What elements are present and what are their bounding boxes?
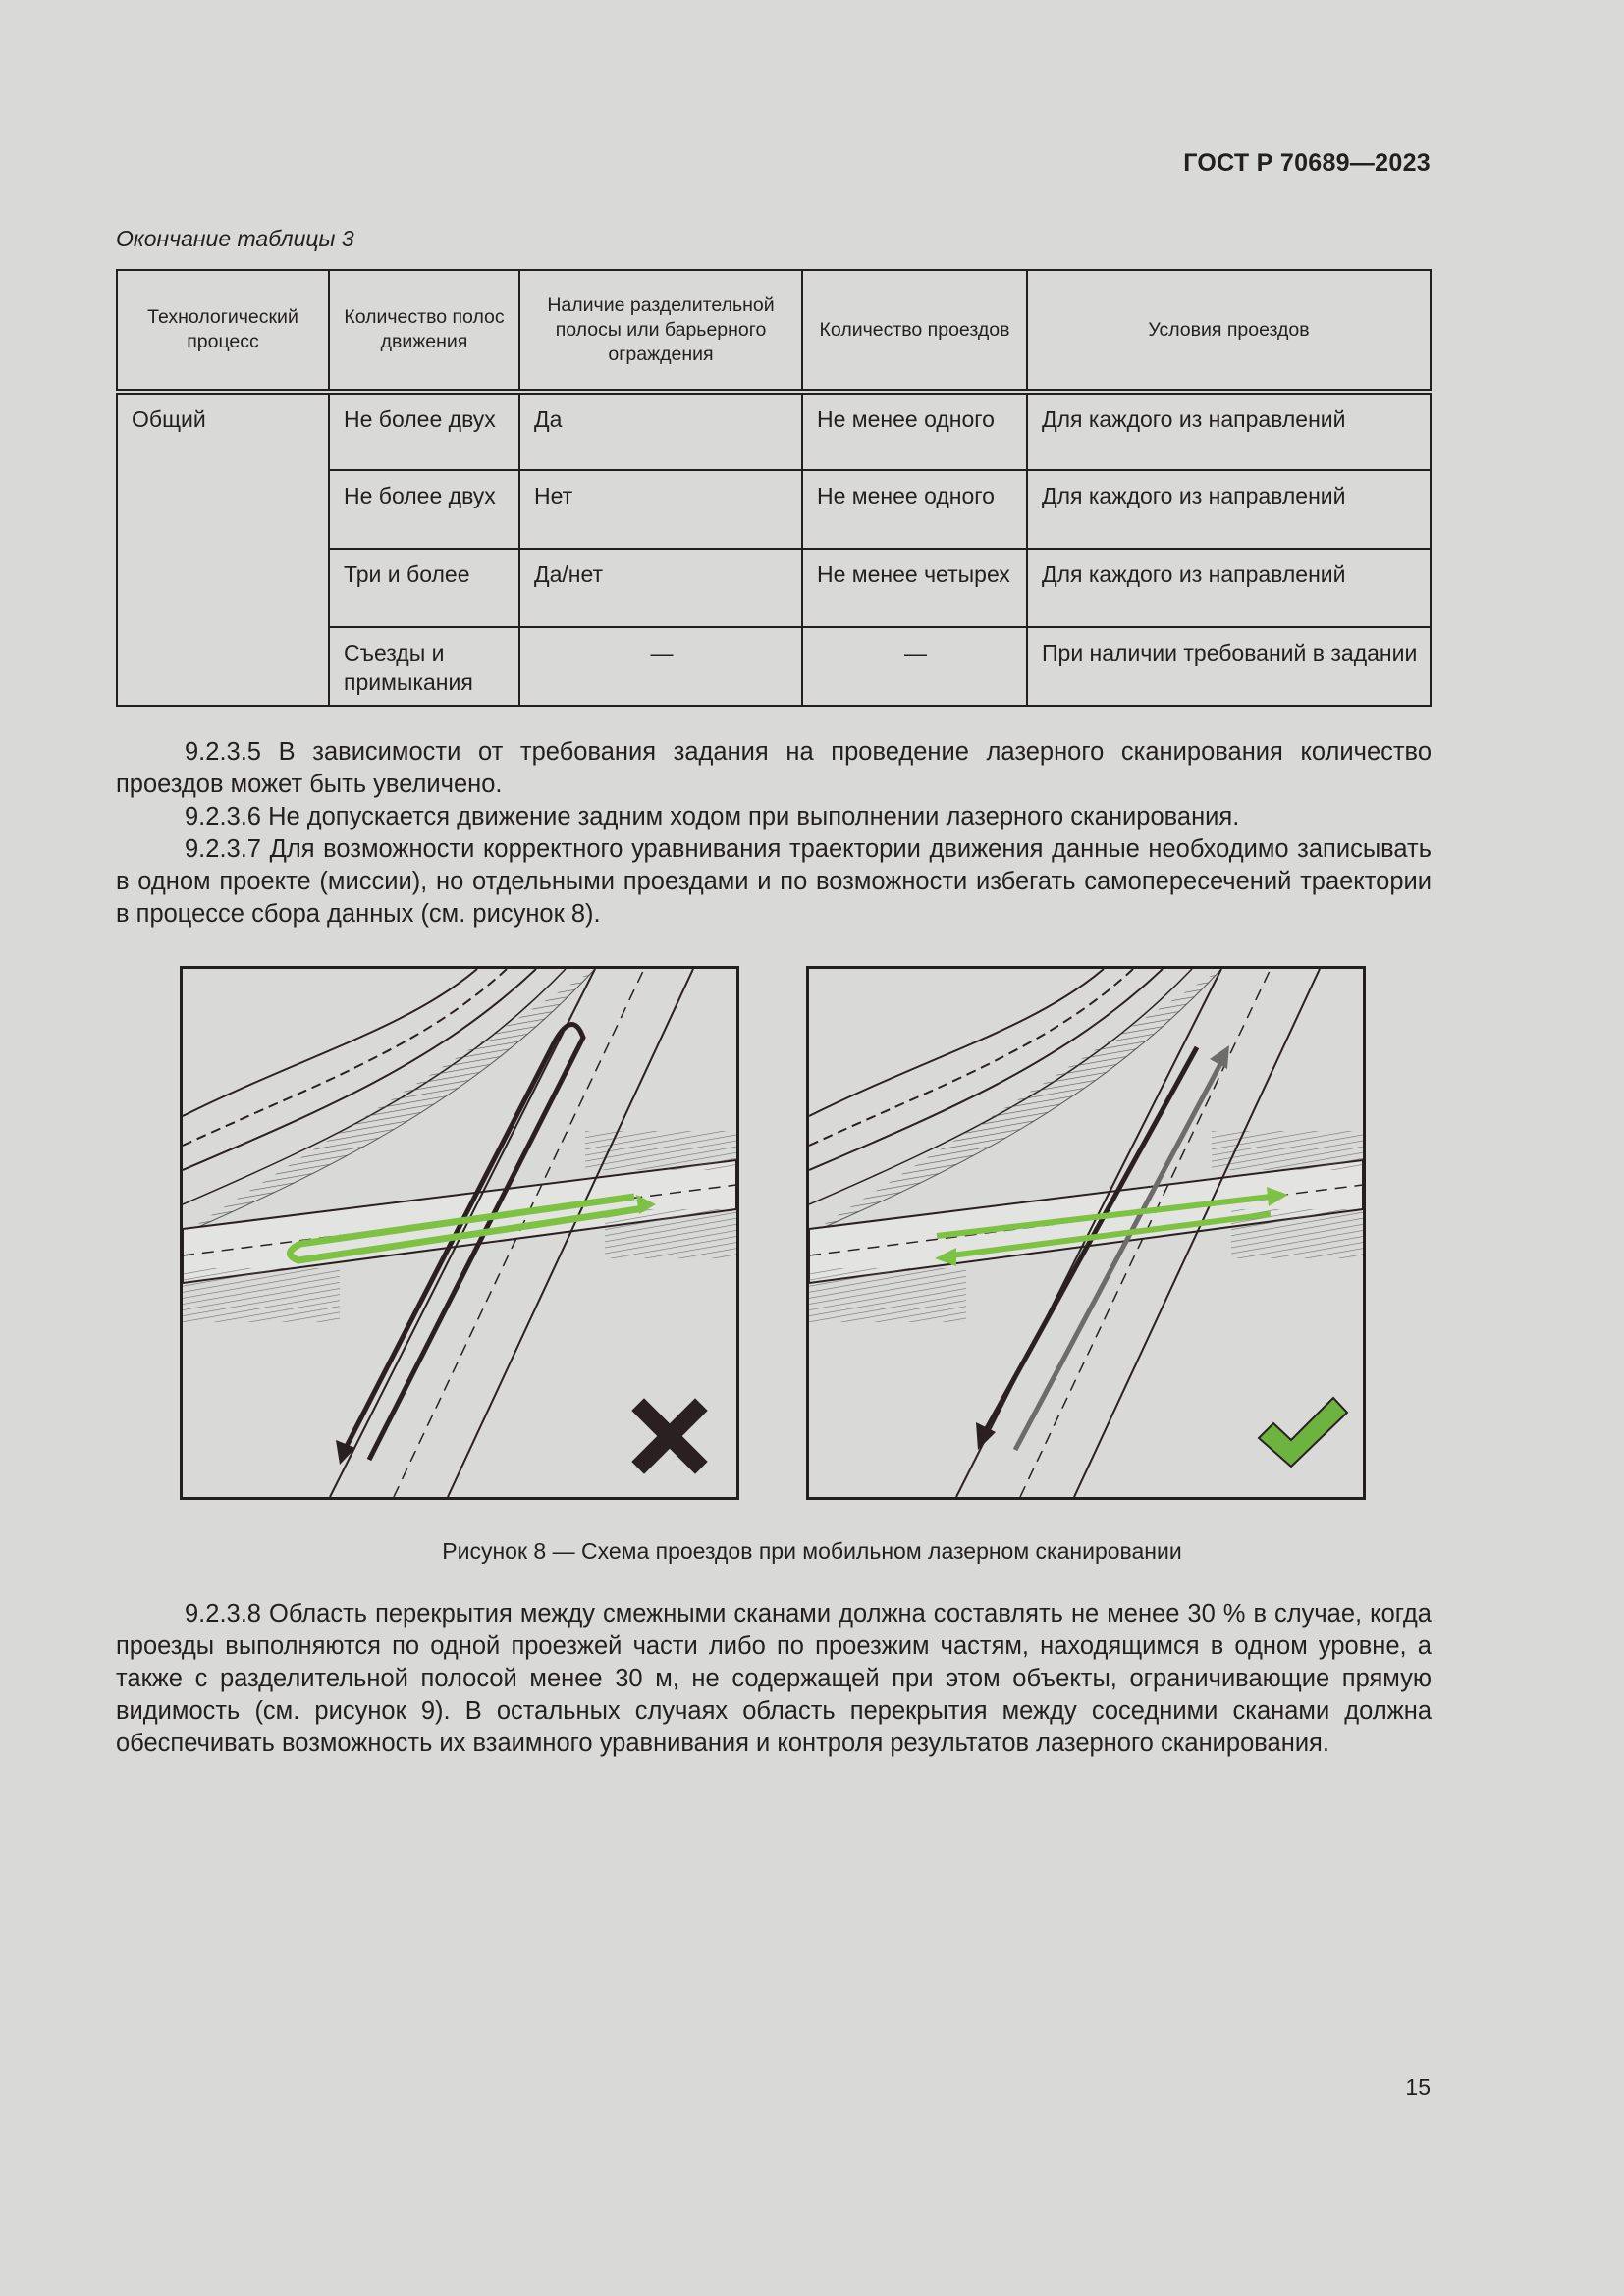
header-cell: Технологический процесс [117, 270, 329, 392]
table-header-row [117, 270, 1431, 392]
figure-incorrect-scheme [180, 966, 739, 1500]
table-caption: Окончание таблицы 3 [116, 226, 354, 251]
passes-cell: Не менее одного [802, 470, 1027, 549]
document-id: ГОСТ Р 70689—2023 [1183, 149, 1431, 177]
lanes-cell: Не более двух [329, 470, 519, 549]
conditions-cell: Для каждого из направлений [1027, 392, 1431, 470]
lanes-cell: Не более двух [329, 392, 519, 470]
conditions-cell: При наличии требований в задании [1027, 627, 1431, 706]
figure-correct-scheme [806, 966, 1366, 1500]
divider-cell: Да/нет [519, 549, 802, 627]
table-row [117, 392, 1431, 470]
passes-cell: Не менее четырех [802, 549, 1027, 627]
header-cell: Количество проездов [802, 270, 1027, 392]
road-diagram-right [809, 969, 1363, 1497]
paragraph-9238: 9.2.3.8 Область перекрытия между смежными сканами должна составлять не менее 30 % в случае, когда проезды выполняются по одной проезжей части либо по проезжим частям, находящимся в одном уровне, а также с разделительной полосой менее 30 м, не содержащей при этом объекты, ограничивающие прямую видимость (см. рисунок 9). В остальных случаях область перекрытия между соседними сканами должна обеспечивать возможность их взаимного уравнивания и контроля результатов лазерного сканирования. [116, 1600, 1432, 1757]
page-number: 15 [1405, 2074, 1431, 2100]
divider-cell: — [519, 627, 802, 706]
paragraph-9237: 9.2.3.7 Для возможности корректного уравнивания траектории движения данные необходимо записывать в одном проекте (миссии), но отдельными проездами и по возможности избегать самопересечений траектории в процессе сбора данных (см. рисунок 8). [116, 835, 1432, 928]
divider-cell: Да [519, 392, 802, 470]
conditions-cell: Для каждого из направлений [1027, 470, 1431, 549]
header-cell: Количество полос движения [329, 270, 519, 392]
lanes-cell: Три и более [329, 549, 519, 627]
figure-caption: Рисунок 8 — Схема проездов при мобильном лазерном сканировании [442, 1538, 1182, 1564]
header-cell: Условия проездов [1027, 270, 1431, 392]
passes-table [116, 269, 1432, 707]
header-cell: Наличие разделительной полосы или барьерного ограждения [519, 270, 802, 392]
road-diagram-left [183, 969, 736, 1497]
paragraph-9235: 9.2.3.5 В зависимости от требования задания на проведение лазерного сканирования количество проездов может быть увеличено. [116, 738, 1432, 798]
check-icon [1259, 1398, 1347, 1467]
paragraph-9236: 9.2.3.6 Не допускается движение задним ходом при выполнении лазерного сканирования. [185, 803, 1240, 830]
process-cell: Общий [117, 392, 329, 706]
passes-cell: — [802, 627, 1027, 706]
lanes-cell: Съезды и примыкания [329, 627, 519, 706]
conditions-cell: Для каждого из направлений [1027, 549, 1431, 627]
divider-cell: Нет [519, 470, 802, 549]
passes-cell: Не менее одного [802, 392, 1027, 470]
cross-icon [644, 1411, 695, 1462]
